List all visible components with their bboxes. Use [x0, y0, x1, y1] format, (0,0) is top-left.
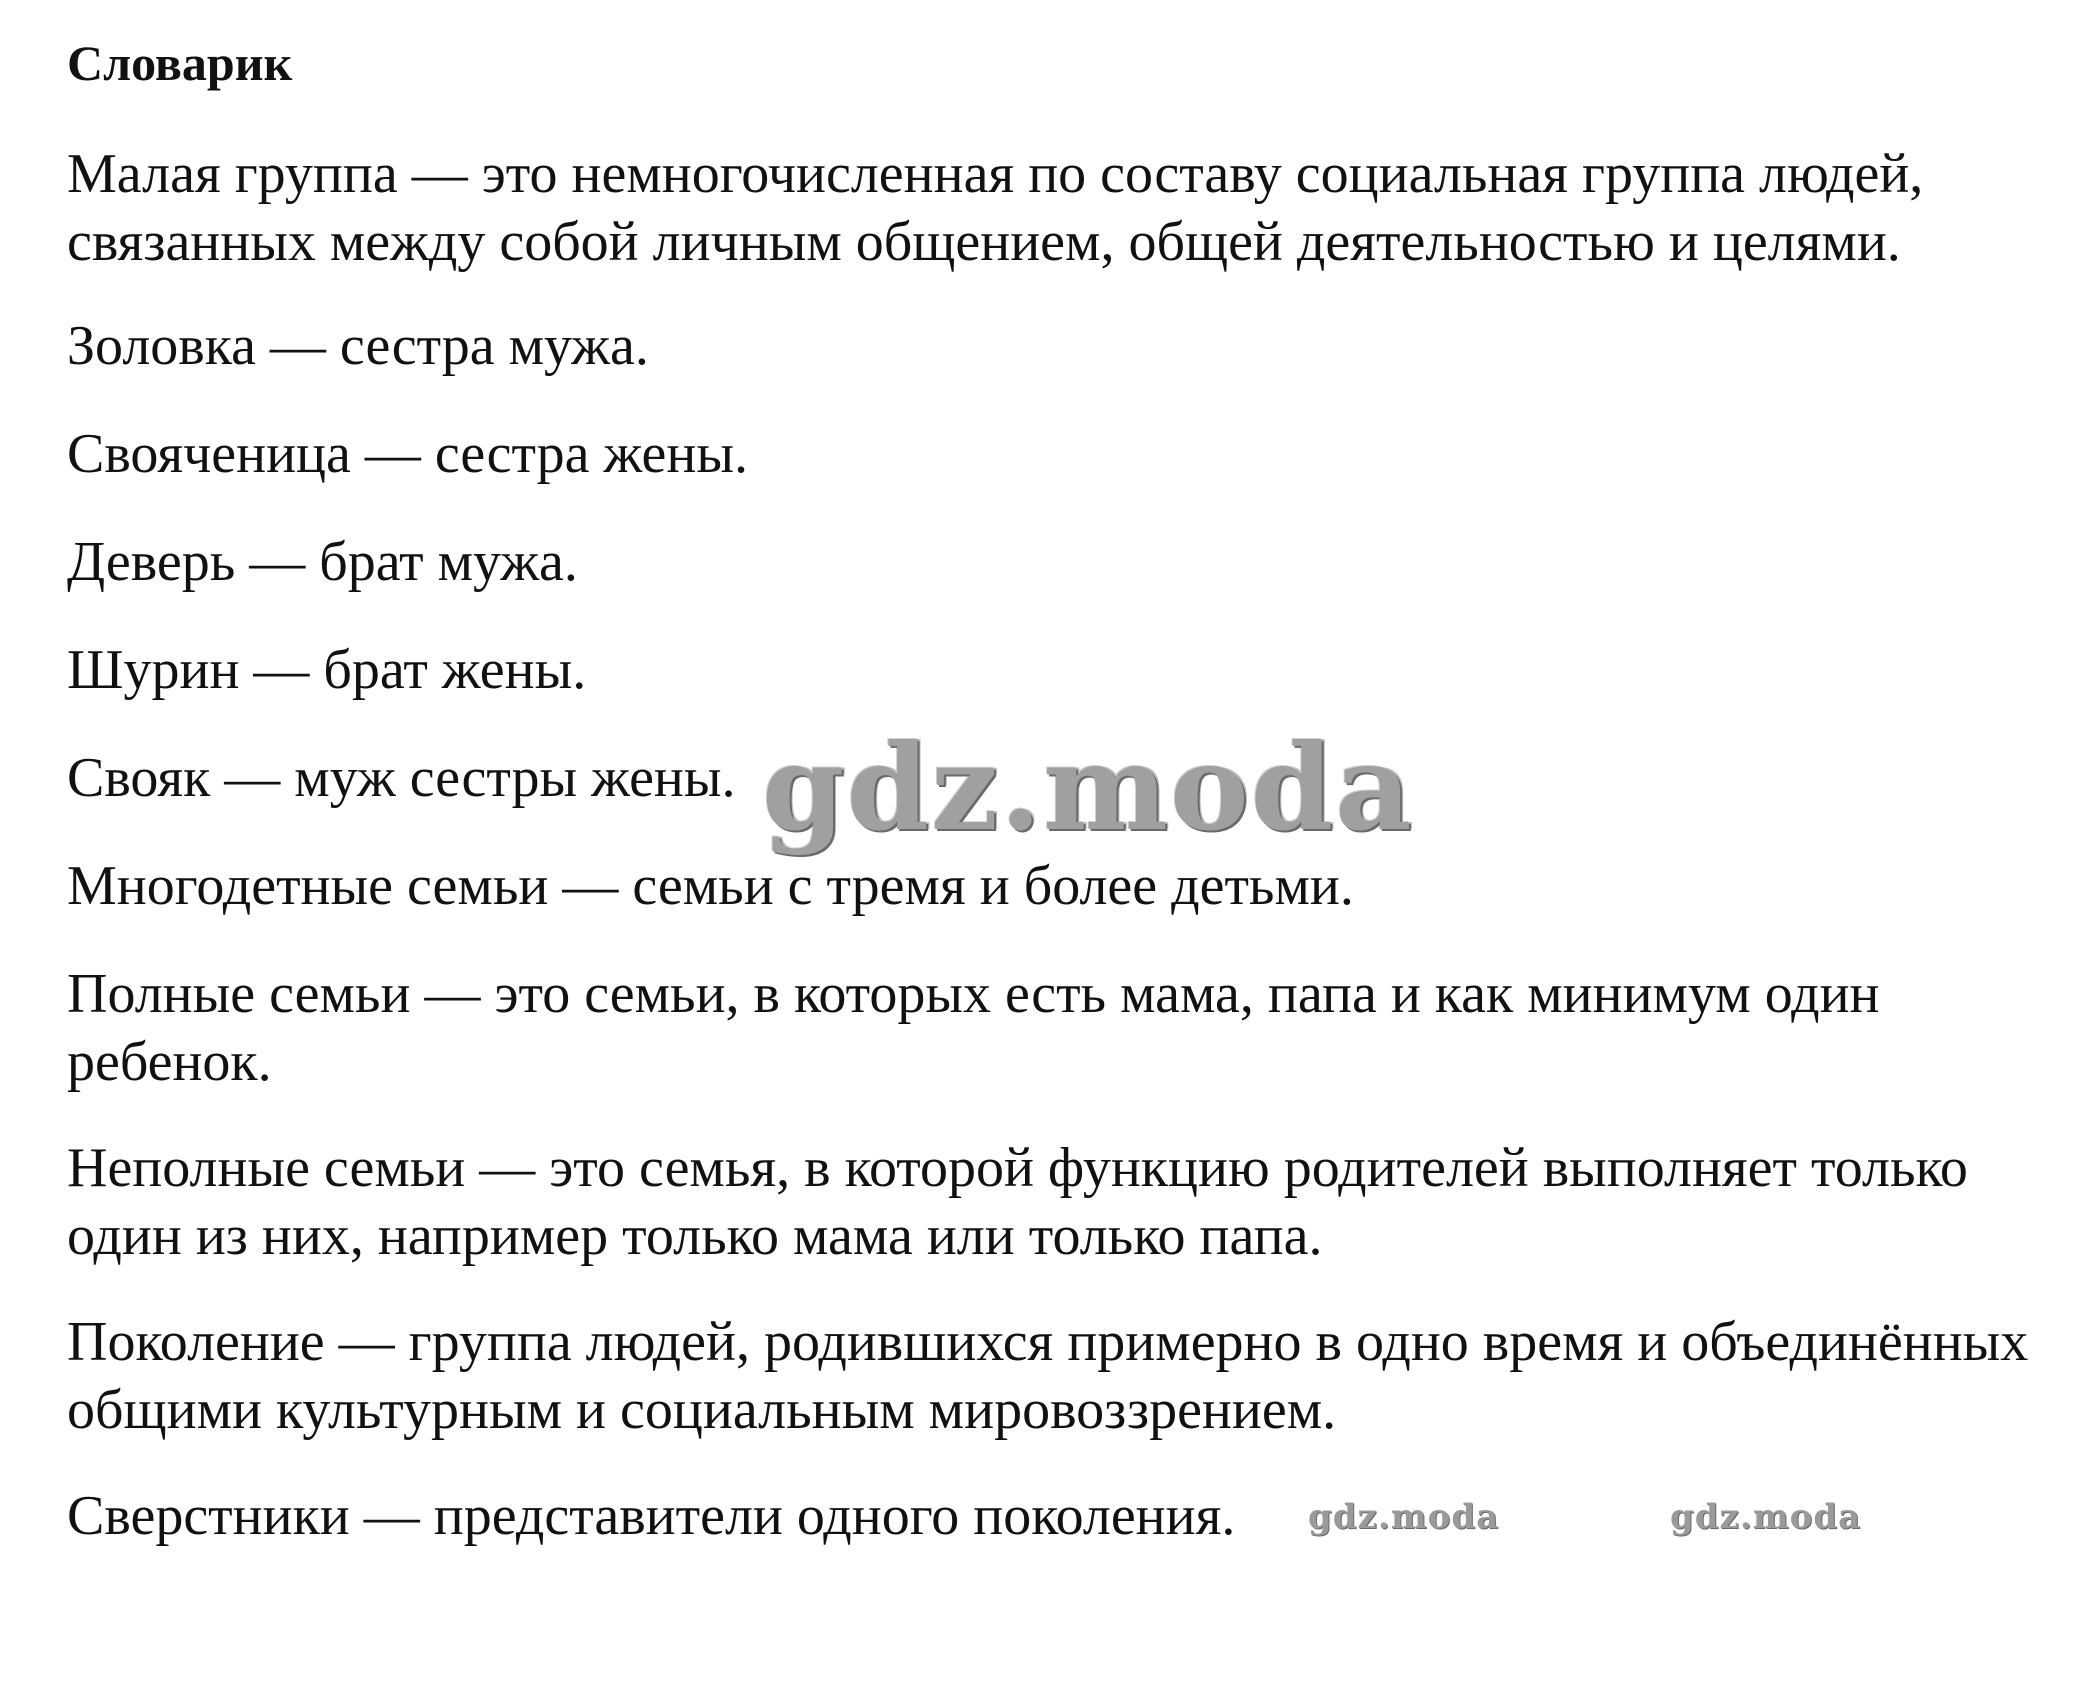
page-title: Словарик [67, 35, 293, 91]
glossary-entry-svoyachenitsa: Свояченица — сестра жены. [67, 423, 748, 485]
glossary-entry-zolovka: Золовка — сестра мужа. [67, 315, 649, 377]
glossary-entry-dever: Деверь — брат мужа. [67, 531, 578, 593]
glossary-entry-incomplete-families: Неполные семьи — это семья, в которой функцию родителей выполняет только один из них, например только мама или только папа. [67, 1137, 1968, 1267]
glossary-entry-large-families: Многодетные семьи — семьи с тремя и более детьми. [67, 855, 1354, 917]
glossary-entry-generation: Поколение — группа людей, родившихся примерно в одно время и объединённых общими культурным и социальным мировоззрением. [67, 1311, 2029, 1441]
glossary-entry-shurin: Шурин — брат жены. [67, 639, 587, 701]
watermark-small: gdz.moda [1308, 1497, 1500, 1537]
glossary-entry-complete-families: Полные семьи — это семьи, в которых есть мама, папа и как минимум один ребенок. [67, 963, 1880, 1093]
watermark-small: gdz.moda [1670, 1497, 1862, 1537]
glossary-entry-small-group: Малая группа — это немногочисленная по составу социальная группа людей, связанных между собой личным общением, общей деятельностью и целями. [67, 143, 1924, 273]
glossary-entry-svoyak: Свояк — муж сестры жены. [67, 747, 736, 809]
glossary-entry-peers: Сверстники — представители одного поколения. [67, 1485, 1236, 1547]
watermark-main: gdz.moda [762, 718, 1414, 857]
